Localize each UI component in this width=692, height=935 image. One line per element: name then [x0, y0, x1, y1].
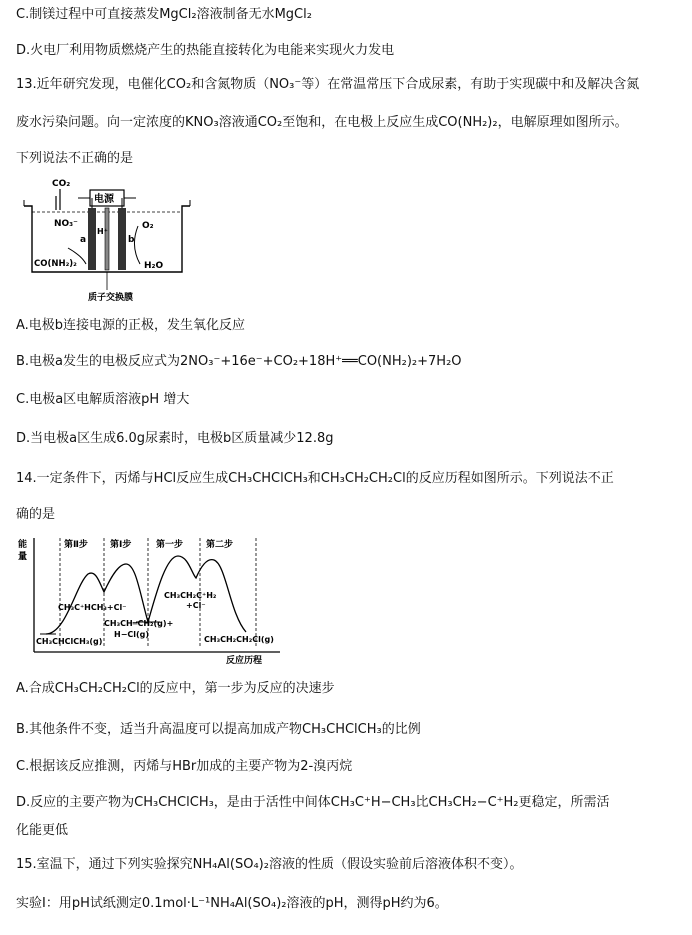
q14-option-b-text: B.其他条件不变，适当升高温度可以提高加成产物CH₃CHClCH₃的比例	[16, 722, 421, 737]
q13-stem-line2	[16, 114, 628, 132]
water-label: H₂O	[144, 261, 164, 271]
product-1-chloropropane: CH₃CH₂CH₂Cl(g)	[204, 635, 274, 644]
proton-exchange-membrane	[105, 208, 109, 270]
q14-option-a-text: A.合成CH₃CH₂CH₂Cl的反应中，第一步为反应的决速步	[16, 681, 335, 696]
step-label-2-left: 第Ⅱ步	[64, 540, 88, 550]
prev-option-d	[16, 42, 394, 60]
q13-option-c	[16, 391, 189, 409]
q13-option-d	[16, 430, 334, 448]
y-axis-label-1: 能	[18, 540, 28, 550]
electrolysis-diagram	[22, 176, 194, 306]
q15-stem-text: 15.室温下，通过下列实验探究NH₄Al(SO₄)₂溶液的性质（假设实验前后溶液体积不变）。	[16, 857, 523, 872]
q14-option-c	[16, 758, 352, 776]
step-label-1-left: 第Ⅰ步	[110, 540, 132, 550]
q14-option-a	[16, 680, 335, 698]
prev-option-d-text: D.火电厂利用物质燃烧产生的热能直接转化为电能来实现火力发电	[16, 43, 395, 58]
q14-stem-line1	[16, 470, 614, 488]
urea-label: CO(NH₂)₂	[34, 259, 77, 269]
intermediate-primary-chloride-ion: +Cl⁻	[186, 601, 206, 610]
q15-experiment-1	[16, 895, 448, 913]
q14-option-c-text: C.根据该反应推测，丙烯与HBr加成的主要产物为2-溴丙烷	[16, 759, 353, 774]
q13-option-a-text: A.电极b连接电源的正极，发生氧化反应	[16, 318, 246, 333]
electrode-a-label: a	[80, 235, 87, 245]
y-axis-label-2: 量	[18, 552, 28, 562]
electrode-b	[118, 208, 126, 270]
step-label-2-right: 第二步	[206, 540, 234, 550]
q13-option-a	[16, 317, 245, 335]
q13-stem-line2-text: 废水污染问题。向一定浓度的KNO₃溶液通CO₂至饱和，在电极上反应生成CO(NH₂)₂，电解原理如图所示。	[16, 115, 628, 130]
electrode-b-label: b	[128, 235, 135, 245]
step-label-1-right: 第一步	[156, 540, 184, 550]
q14-stem-line2	[16, 506, 55, 524]
q14-option-d-line1-text: D.反应的主要产物为CH₃CHClCH₃，是由于活性中间体CH₃C⁺H−CH₃比CH₃CH₂−C⁺H₂更稳定，所需活	[16, 795, 610, 810]
q13-stem-line1	[16, 76, 639, 94]
q13-stem-line3	[16, 150, 133, 168]
q15-experiment-1-text: 实验Ⅰ：用pH试纸测定0.1mol·L⁻¹NH₄Al(SO₄)₂溶液的pH，测得pH约为6。	[16, 896, 448, 911]
q13-stem-line3-text: 下列说法不正确的是	[16, 151, 134, 166]
energy-profile-diagram	[16, 534, 286, 664]
q13-option-b	[16, 353, 462, 371]
membrane-caption: 质子交换膜	[88, 293, 134, 303]
intermediate-primary-carbocation: CH₃CH₂C⁺H₂	[164, 591, 217, 600]
reactant-hcl: H−Cl(g)	[114, 630, 150, 639]
q13-stem-line1-text: 13.近年研究发现，电催化CO₂和含氮物质（NO₃⁻等）在常温常压下合成尿素，有助于实现碳中和及解决含氮	[16, 77, 640, 92]
product-2-chloropropane: CH₃CHClCH₃(g)	[36, 637, 103, 646]
x-axis-label: 反应历程	[226, 656, 263, 664]
q13-option-b-text: B.电极a发生的电极反应式为2NO₃⁻+16e⁻+CO₂+18H⁺══CO(NH₂)₂+7H₂O	[16, 354, 462, 369]
q13-option-c-text: C.电极a区电解质溶液pH 增大	[16, 392, 190, 407]
q13-option-d-text: D.当电极a区生成6.0g尿素时，电极b区质量减少12.8g	[16, 431, 334, 446]
q14-option-d-line2-text: 化能更低	[16, 823, 69, 838]
q14-stem-line1-text: 14.一定条件下，丙烯与HCl反应生成CH₃CHClCH₃和CH₃CH₂CH₂Cl的反应历程如图所示。下列说法不正	[16, 471, 614, 486]
q14-option-b	[16, 721, 421, 739]
proton-label: H⁺	[97, 227, 108, 236]
prev-option-c	[16, 6, 312, 24]
q14-option-d-line2	[16, 822, 68, 840]
q14-option-d-line1	[16, 794, 610, 812]
power-source-label: 电源	[94, 194, 114, 205]
electrode-a	[88, 208, 96, 270]
prev-option-c-text: C.制镁过程中可直接蒸发MgCl₂溶液制备无水MgCl₂	[16, 7, 312, 22]
reactant-propene: CH₃CH═CH₂(g)+	[104, 619, 174, 628]
oxygen-label: O₂	[142, 221, 154, 231]
q15-stem	[16, 856, 522, 874]
co2-label: CO₂	[52, 179, 71, 189]
nitrate-label: NO₃⁻	[54, 219, 78, 229]
q14-stem-line2-text: 确的是	[16, 507, 56, 522]
intermediate-secondary-carbocation: CH₃C⁺HCH₃+Cl⁻	[58, 603, 127, 612]
